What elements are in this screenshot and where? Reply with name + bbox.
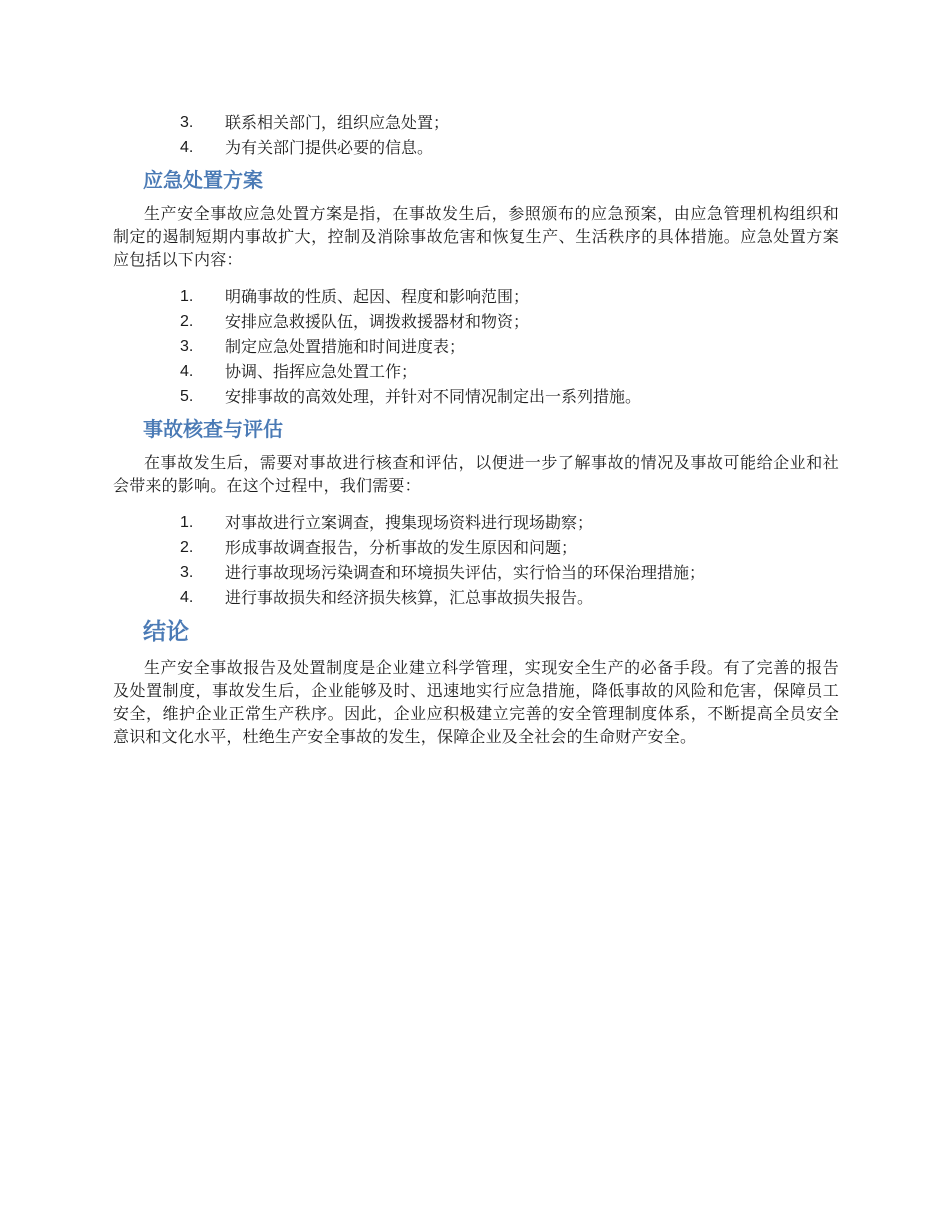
list-number: 3. <box>180 114 194 131</box>
section-paragraph-conclusion: 生产安全事故报告及处置制度是企业建立科学管理，实现安全生产的必备手段。有了完善的报告及处置制度，事故发生后，企业能够及时、迅速地实行应急措施，降低事故的风险和危害，保障员工安全，维护企业正常生产秩序。因此，企业应积极建立完善的安全管理制度体系，不断提高全员安全意识和文化水平，杜绝生产安全事故的发生，保障企业及全社会的生命财产安全。 <box>113 658 839 746</box>
investigation-list <box>113 510 839 610</box>
list-text: 为有关部门提供必要的信息。 <box>225 138 434 157</box>
list-number: 2. <box>180 539 194 556</box>
list-item <box>113 585 839 610</box>
list-text: 制定应急处置措施和时间进度表； <box>225 337 466 356</box>
list-number: 3. <box>180 564 194 581</box>
list-text: 形成事故调查报告，分析事故的发生原因和问题； <box>225 538 578 557</box>
section-heading-emergency: 应急处置方案 <box>143 168 263 192</box>
list-item <box>113 284 839 309</box>
list-item <box>113 309 839 334</box>
section-paragraph-investigation: 在事故发生后，需要对事故进行核查和评估，以便进一步了解事故的情况及事故可能给企业和社会带来的影响。在这个过程中，我们需要： <box>113 453 839 495</box>
list-number: 4. <box>180 363 194 380</box>
list-item <box>113 334 839 359</box>
list-item <box>113 384 839 409</box>
emergency-list <box>113 284 839 409</box>
list-text: 对事故进行立案调查，搜集现场资料进行现场勘察； <box>225 513 594 532</box>
list-text: 进行事故损失和经济损失核算，汇总事故损失报告。 <box>225 588 594 607</box>
list-number: 1. <box>180 514 194 531</box>
top-list <box>113 110 839 160</box>
list-item <box>113 535 839 560</box>
section-heading-conclusion: 结论 <box>143 619 189 645</box>
list-text: 联系相关部门，组织应急处置； <box>225 113 450 132</box>
list-number: 3. <box>180 338 194 355</box>
list-number: 2. <box>180 313 194 330</box>
section-heading-investigation: 事故核查与评估 <box>143 417 283 441</box>
list-item <box>113 359 839 384</box>
section-paragraph-emergency: 生产安全事故应急处置方案是指，在事故发生后，参照颁布的应急预案，由应急管理机构组织和制定的遏制短期内事故扩大，控制及消除事故危害和恢复生产、生活秩序的具体措施。应急处置方案应包括以下内容： <box>113 204 839 269</box>
list-item <box>113 110 839 135</box>
list-number: 5. <box>180 388 194 405</box>
list-text: 安排事故的高效处理，并针对不同情况制定出一系列措施。 <box>225 387 642 406</box>
list-number: 4. <box>180 589 194 606</box>
list-number: 1. <box>180 288 194 305</box>
list-item <box>113 560 839 585</box>
list-item <box>113 135 839 160</box>
list-text: 明确事故的性质、起因、程度和影响范围； <box>225 287 530 306</box>
list-text: 协调、指挥应急处置工作； <box>225 362 418 381</box>
list-text: 安排应急救援队伍，调拨救援器材和物资； <box>225 312 530 331</box>
list-text: 进行事故现场污染调查和环境损失评估，实行恰当的环保治理措施； <box>225 563 706 582</box>
document-body <box>113 110 839 748</box>
list-item <box>113 510 839 535</box>
list-number: 4. <box>180 139 194 156</box>
